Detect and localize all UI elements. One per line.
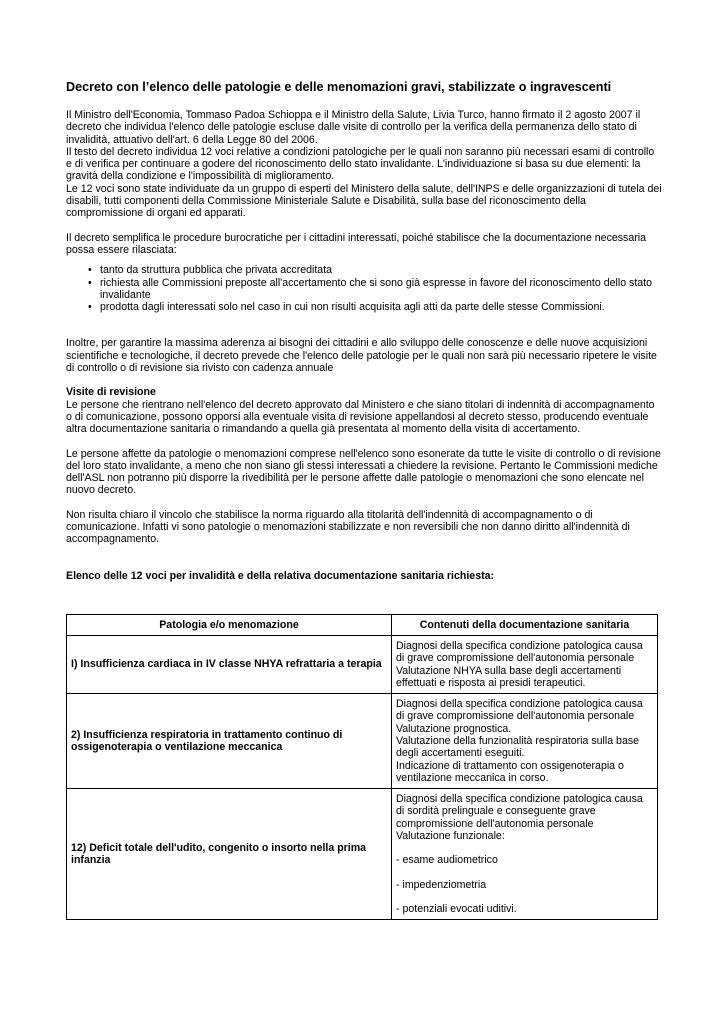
table-row	[67, 694, 658, 789]
column-header-pathology: Patologia e/o menomazione	[67, 614, 392, 635]
revision-paragraph: Non risulta chiaro il vincolo che stabilisce la norma riguardo alla titolarità dell'indennità di accompagnamento o di comunicazione. Infatti vi sono patologie o menomazioni stabilizzate e non reversibili che non danno diritto all'indennità di accompagnamento.	[66, 508, 630, 546]
column-header-documentation: Contenuti della documentazione sanitaria	[392, 614, 658, 635]
list-item: • richiesta alle Commissioni preposte all'accertamento che si sono già espresse in favore del riconoscimento dello stato invalidante	[88, 276, 652, 301]
bullet-icon: •	[88, 301, 92, 314]
list-item: • tanto da struttura pubblica che privata accreditata	[88, 264, 333, 277]
intro-paragraph: Il Ministro dell'Economia, Tommaso Padoa Schioppa e il Ministro della Salute, Livia Turco, hanno firmato il 2 agosto 2007 il decreto che individua l'elenco delle patologie escluse dalle visite di controllo per la verifica della permanenza dello stato di invalidità, attuativo dell'art. 6 della Legge 80 del 2006.	[66, 109, 641, 146]
revision-paragraph: Le persone affette da patologie o menomazioni comprese nell'elenco sono esonerate da tutte le visite di controllo o di revisione del loro stato invalidante, a meno che non siano gli stessi interessati a chiedere la revisione. Pertanto le Commissioni mediche dell'ASL non potranno più disporre la rivedibilità per le persone affette dalle patologie o menomazioni che sono elencate nel nuovo decreto.	[66, 447, 661, 497]
pathology-table	[66, 614, 658, 920]
document-page	[66, 80, 662, 920]
list-title: Elenco delle 12 voci per invalidità e della relativa documentazione sanitaria richiesta:	[66, 569, 495, 582]
pathology-cell: 2) Insufficienza respiratoria in trattamento continuo di ossigenoterapia o ventilazione meccanica	[67, 694, 392, 789]
intro-section	[66, 109, 662, 220]
bullet-icon: •	[88, 264, 92, 277]
revision-paragraph: Le persone che rientrano nell'elenco del decreto approvato dal Ministero e che siano titolari di indennità di accompagnamento o di comunicazione, possono opporsi alla eventuale visita di revisione appellandosi al decreto stesso, producendo eventuale altra documentazione sanitaria o rimandando a quella già presentata al momento della visita di accertamento.	[66, 398, 655, 436]
pathology-cell: 12) Deficit totale dell'udito, congenito o insorto nella prima infanzia	[67, 789, 392, 920]
documentation-cell: Diagnosi della specifica condizione patologica causa di sordità prelinguale e conseguente grave compromissione dell'autonomia personale Valutazione funzionale: - esame audiometrico - impedenziometria - potenziali evocati uditivi.	[392, 789, 658, 920]
table-row	[67, 635, 658, 693]
bullet-icon: •	[88, 276, 92, 289]
documentation-cell: Diagnosi della specifica condizione patologica causa di grave compromissione dell'autonomia personale Valutazione NHYA sulla base degli accertamenti effettuati e risposta ai presidi terapeutici.	[392, 635, 658, 693]
table-header-row	[67, 614, 658, 635]
document-title: Decreto con l’elenco delle patologie e delle menomazioni gravi, stabilizzate o ingravescenti	[66, 80, 612, 94]
pathology-cell: I) Insufficienza cardiaca in IV classe NHYA refrattaria a terapia	[67, 635, 392, 693]
simplify-paragraph: Il decreto semplifica le procedure burocratiche per i cittadini interessati, poiché stabilisce che la documentazione necessaria possa essere rilasciata:	[66, 231, 647, 256]
inoltre-paragraph: Inoltre, per garantire la massima aderenza ai bisogni dei cittadini e allo sviluppo delle conoscenze e delle nuove acquisizioni scientifiche e tecnologiche, il decreto prevede che l'elenco delle patologie per le quali non sarà più necessario ripetere le visite di controllo o di revisione sia rivisto con cadenza annuale	[66, 337, 657, 375]
documentation-cell: Diagnosi della specifica condizione patologica causa di grave compromissione dell'autonomia personale Valutazione prognostica. Valutazione della funzionalità respiratoria sulla base degli accertamenti eseguiti. Indicazione di trattamento con ossigenoterapia o ventilazione meccanica in corso.	[392, 694, 658, 789]
revision-title: Visite di revisione	[66, 386, 156, 399]
intro-paragraph: Le 12 voci sono state individuate da un gruppo di esperti del Ministero della salute, dell'INPS e delle organizzazioni di tutela dei disabili, tutti componenti della Commissione Ministeriale Salute e Disabilità, sulla base del riconoscimento della compromissione di organi ed apparati.	[66, 182, 662, 220]
table-row	[67, 789, 658, 920]
intro-paragraph: Il testo del decreto individua 12 voci relative a condizioni patologiche per le quali non saranno più necessari esami di controllo e di verifica per continuare a godere del riconoscimento dello stato invalidante. L'individuazione si basa su due elementi: la gravità della condizione e l'impossibilità di miglioramento.	[66, 145, 655, 183]
bullet-list	[66, 264, 662, 313]
list-item: • prodotta dagli interessati solo nel caso in cui non risulti acquisita agli atti da parte delle stesse Commissioni.	[88, 301, 605, 314]
